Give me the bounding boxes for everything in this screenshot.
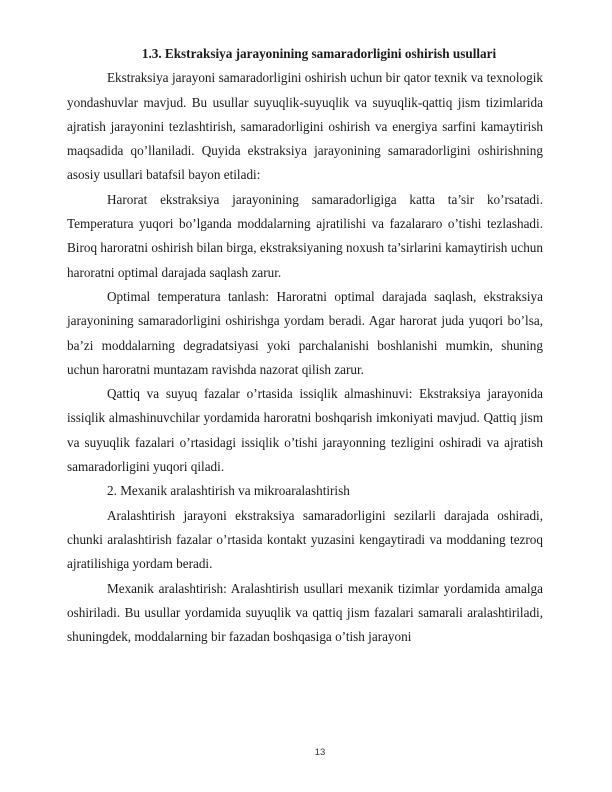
page-number: 13 — [314, 747, 326, 758]
subsection-title-mixing: 2. Mexanik aralashtirish va mikroaralashtirish — [107, 483, 350, 499]
section-heading: 1.3. Ekstraksiya jarayonining samaradorligini oshirish usullari — [141, 46, 497, 61]
paragraph-optimal-temperature: Optimal temperatura tanlash: Haroratni optimal darajada saqlash, ekstraksiya jarayonining samaradorligini oshirishga yordam beradi. Agar harorat juda yuqori bo’lsa, ba’zi moddalarning degradatsiyasi yoki parchalanishi boshlanishi mumkin, shuning uchun haroratni muntazam ravishda nazorat qilish zarur. — [67, 288, 543, 377]
paragraph-mixing: Aralashtirish jarayoni ekstraksiya samaradorligini sezilarli darajada oshiradi, chunki aralashtirish fazalar o’rtasida kontakt yuzasini kengaytiradi va moddaning tezroq ajratilishiga yordam beradi. — [67, 507, 543, 572]
paragraph-temperature: Harorat ekstraksiya jarayonining samaradorligiga katta ta’sir ko’rsatadi. Temperatura yuqori bo’lganda moddalarning ajratilishi va fazalararo o’tishi tezlashadi. Biroq haroratni oshirish bilan birga, ekstraksiyaning noxush ta’sirlarini kamaytirish uchun haroratni optimal darajada saqlash zarur. — [67, 191, 543, 280]
paragraph-mechanical-mixing: Mexanik aralashtirish: Aralashtirish usullari mexanik tizimlar yordamida amalga oshiriladi. Bu usullar yordamida suyuqlik va qattiq jism fazalari samarali aralashtiriladi, shuningdek, moddalarning bir fazadan boshqasiga o’tish jarayoni — [67, 580, 543, 645]
document-body — [67, 42, 543, 649]
paragraph-intro: Ekstraksiya jarayoni samaradorligini oshirish uchun bir qator texnik va texnologik yondashuvlar mavjud. Bu usullar suyuqlik-suyuqlik va suyuqlik-qattiq jism tizimlarida ajratish jarayonini tezlashtirish, samaradorligini oshirish va energiya sarfini kamaytirish maqsadida qo’llaniladi. Quyida ekstraksiya jarayonining samaradorligini oshirishning asosiy usullari batafsil bayon etiladi: — [67, 70, 543, 183]
paragraph-heat-exchange: Qattiq va suyuq fazalar o’rtasida issiqlik almashinuvi: Ekstraksiya jarayonida issiqlik almashinuvchilar yordamida haroratni boshqarish imkoniyati mavjud. Qattiq jism va suyuqlik fazalari o’rtasidagi issiqlik o’tishi jarayonning tezligini oshiradi va ajratish samaradorligini yuqori qiladi. — [67, 386, 543, 475]
